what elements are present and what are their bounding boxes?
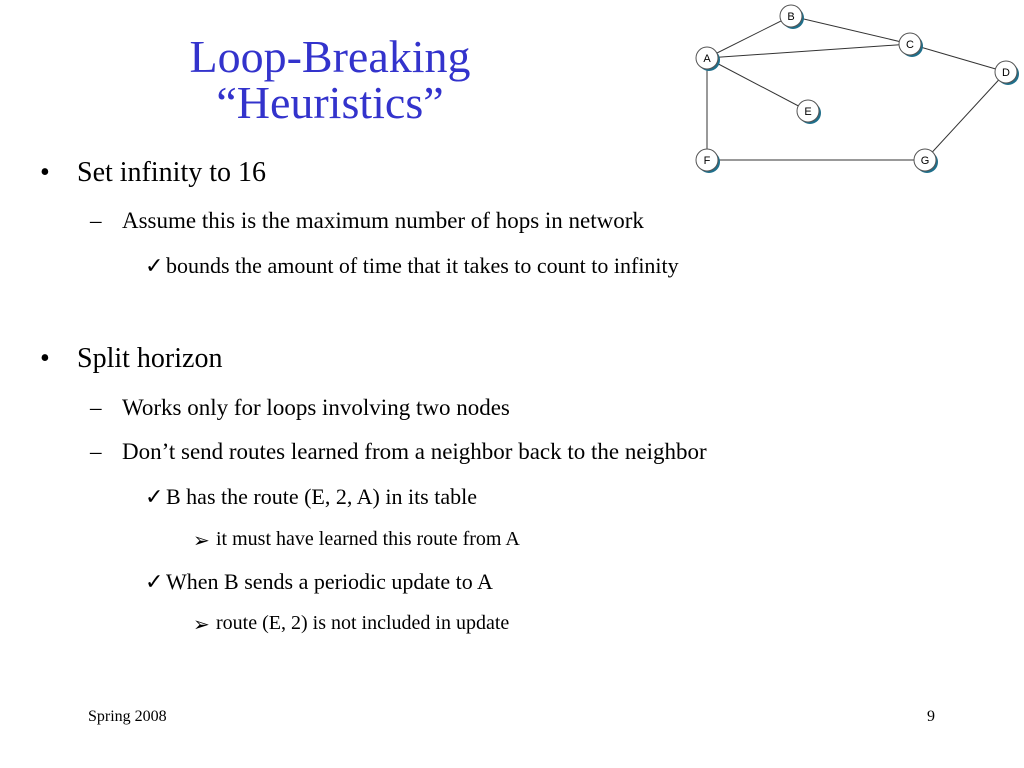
graph-node-label: B: [787, 11, 795, 23]
sub-text: Don’t send routes learned from a neighbor back to the neighbor: [122, 439, 707, 464]
bullet-2-arrow-2: [193, 612, 509, 635]
bullet-text: Set infinity to 16: [77, 157, 266, 188]
check-icon: ✓: [145, 253, 164, 278]
check-icon: ✓: [145, 569, 164, 594]
footer-date: Spring 2008: [88, 708, 167, 725]
sub-text: Assume this is the maximum number of hops in network: [122, 208, 644, 233]
sub-text: Works only for loops involving two nodes: [122, 395, 510, 420]
check-text: B has the route (E, 2, A) in its table: [166, 484, 477, 509]
arrow-icon: ➢: [193, 530, 210, 552]
bullet-marker: •: [40, 343, 50, 374]
bullet-1-check-1: [145, 253, 679, 279]
graph-node-label: C: [906, 39, 914, 51]
check-text: bounds the amount of time that it takes to count to infinity: [166, 253, 679, 278]
graph-node-label: E: [804, 106, 812, 118]
title-line-1: Loop-Breaking: [189, 31, 471, 82]
bullet-1: [40, 157, 266, 189]
arrow-icon: ➢: [193, 614, 210, 636]
check-text: When B sends a periodic update to A: [166, 569, 493, 594]
dash-marker: –: [90, 208, 102, 233]
graph-node-label: G: [920, 155, 930, 167]
dash-marker: –: [90, 395, 102, 420]
bullet-2: [40, 343, 222, 375]
arrow-text: route (E, 2) is not included in update: [216, 612, 510, 634]
bullet-marker: •: [40, 157, 50, 188]
check-icon: ✓: [145, 484, 164, 509]
arrow-text: it must have learned this route from A: [216, 528, 520, 550]
dash-marker: –: [90, 439, 102, 464]
slide-number: 9: [927, 708, 935, 725]
bullet-text: Split horizon: [77, 343, 223, 374]
graph-node-label: A: [703, 53, 711, 65]
bullet-1-sub-1: [90, 208, 644, 234]
graph-node-label: D: [1002, 67, 1010, 79]
bullet-2-sub-2: [90, 439, 707, 465]
bullet-2-sub-1: [90, 395, 510, 421]
bullet-2-arrow-1: [193, 528, 520, 551]
graph-node-label: F: [703, 155, 711, 167]
bullet-2-check-1: [145, 484, 477, 510]
title-line-2: “Heuristics”: [216, 77, 444, 128]
bullet-2-check-2: [145, 569, 493, 595]
